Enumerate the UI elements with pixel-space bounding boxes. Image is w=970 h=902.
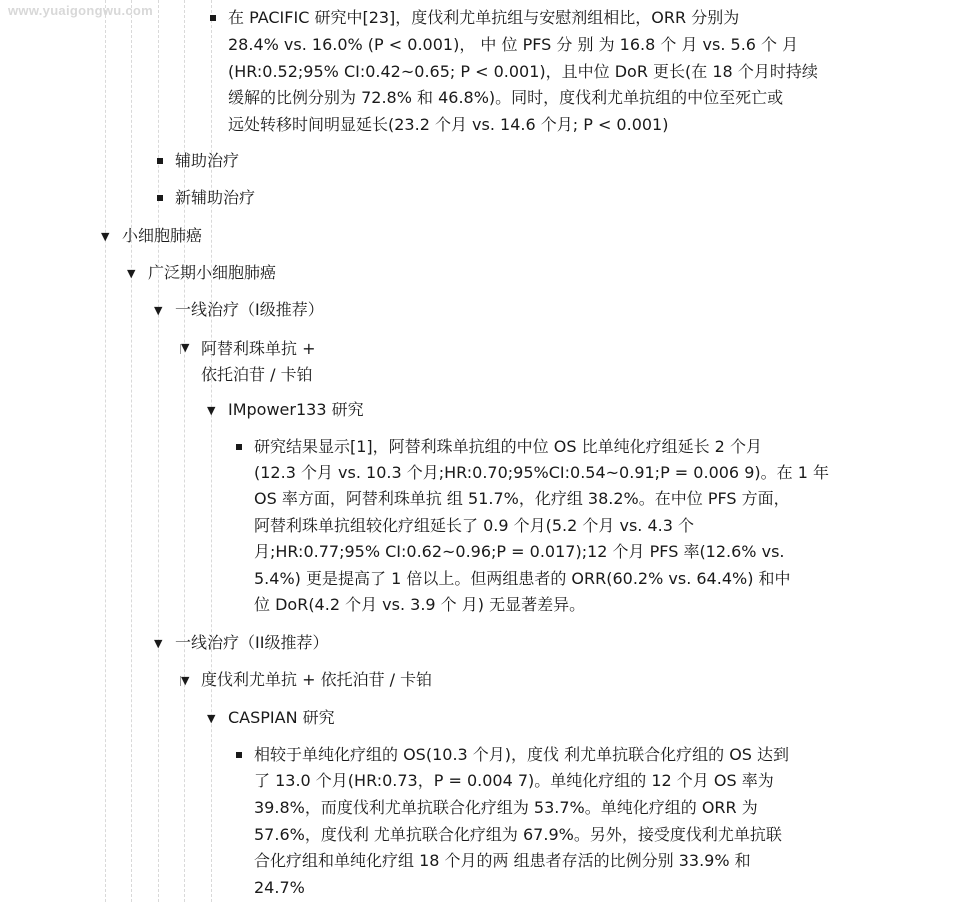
bullet-icon xyxy=(157,158,163,164)
outline-item-neoadjuvant[interactable]: 新辅助治疗 xyxy=(175,188,256,207)
outline-item-sclc[interactable]: 小细胞肺癌 xyxy=(122,226,203,245)
paragraph-line: 阿替利珠单抗组较化疗组延长了 0.9 个月(5.2 个月 vs. 4.3 个 xyxy=(254,516,694,535)
indent-guide xyxy=(158,0,159,902)
outline-item-extensive-sclc[interactable]: 广泛期小细胞肺癌 xyxy=(148,263,277,282)
collapse-triangle-icon[interactable]: ▼ xyxy=(127,267,136,280)
collapse-triangle-icon[interactable]: ▼ xyxy=(181,341,190,354)
paragraph-line: 了 13.0 个月(HR:0.73，P = 0.004 7)。单纯化疗组的 12 个月 OS 率为 xyxy=(254,771,774,790)
paragraph-line: 24.7% xyxy=(254,878,305,897)
paragraph-line: 57.6%，度伐利 尤单抗联合化疗组为 67.9%。另外，接受度伐利尤单抗联 xyxy=(254,825,782,844)
indent-guide xyxy=(184,0,185,902)
collapse-triangle-icon[interactable]: ▼ xyxy=(101,230,110,243)
indent-guide xyxy=(211,0,212,902)
outline-item-atezolizumab-line2[interactable]: 依托泊苷 / 卡铂 xyxy=(201,365,313,384)
outline-item-adjuvant[interactable]: 辅助治疗 xyxy=(175,151,240,170)
collapse-triangle-icon[interactable]: ▼ xyxy=(181,674,190,687)
collapse-triangle-icon[interactable]: ▼ xyxy=(207,404,216,417)
paragraph-line: 28.4% vs. 16.0% (P < 0.001)， 中 位 PFS 分 别 为 16.8 个 月 vs. 5.6 个 月 xyxy=(228,35,799,54)
paragraph-line: 缓解的比例分别为 72.8% 和 46.8%)。同时，度伐利尤单抗组的中位至死亡或 xyxy=(228,88,784,107)
paragraph-line: 39.8%，而度伐利尤单抗联合化疗组为 53.7%。单纯化疗组的 ORR 为 xyxy=(254,798,758,817)
paragraph-line: 月;HR:0.77;95% CI:0.62~0.96;P = 0.017);12 个月 PFS 率(12.6% vs. xyxy=(254,542,785,561)
paragraph-line: 合化疗组和单纯化疗组 18 个月的两 组患者存活的比例分别 33.9% 和 xyxy=(254,851,751,870)
collapse-triangle-icon[interactable]: ▼ xyxy=(154,637,163,650)
outline-item-first-line-grade2[interactable]: 一线治疗（II级推荐） xyxy=(175,633,329,652)
paragraph-line: 研究结果显示[1]，阿替利珠单抗组的中位 OS 比单纯化疗组延长 2 个月 xyxy=(254,437,762,456)
indent-guide xyxy=(105,0,106,902)
watermark: www.yuaigongwu.com xyxy=(8,3,154,18)
outline-item-first-line-grade1[interactable]: 一线治疗（I级推荐） xyxy=(175,300,324,319)
paragraph-line: 位 DoR(4.2 个月 vs. 3.9 个 月) 无显著差异。 xyxy=(254,595,586,614)
outline-item-atezolizumab-line1[interactable]: 阿替利珠单抗 + xyxy=(201,339,316,358)
indent-guide xyxy=(131,0,132,902)
paragraph-line: 相较于单纯化疗组的 OS(10.3 个月)，度伐 利尤单抗联合化疗组的 OS 达到 xyxy=(254,745,790,764)
bullet-icon xyxy=(157,195,163,201)
paragraph-line: (12.3 个月 vs. 10.3 个月;HR:0.70;95%CI:0.54~0.91;P = 0.006 9)。在 1 年 xyxy=(254,463,829,482)
bullet-icon xyxy=(236,752,242,758)
bullet-icon xyxy=(236,444,242,450)
outline-item-impower133[interactable]: IMpower133 研究 xyxy=(228,400,364,419)
paragraph-line: 远处转移时间明显延长(23.2 个月 vs. 14.6 个月; P < 0.001) xyxy=(228,115,669,134)
outline-item-caspian[interactable]: CASPIAN 研究 xyxy=(228,708,335,727)
outline-item-durvalumab-combo[interactable]: 度伐利尤单抗 + 依托泊苷 / 卡铂 xyxy=(201,670,433,689)
paragraph-line: OS 率方面，阿替利珠单抗 组 51.7%，化疗组 38.2%。在中位 PFS 方面， xyxy=(254,489,790,508)
paragraph-line: 在 PACIFIC 研究中[23]，度伐利尤单抗组与安慰剂组相比，ORR 分别为 xyxy=(228,8,740,27)
bullet-icon xyxy=(210,15,216,21)
paragraph-line: (HR:0.52;95% CI:0.42~0.65; P < 0.001)，且中位 DoR 更长(在 18 个月时持续 xyxy=(228,62,818,81)
collapse-triangle-icon[interactable]: ▼ xyxy=(207,712,216,725)
collapse-triangle-icon[interactable]: ▼ xyxy=(154,304,163,317)
paragraph-line: 5.4%) 更是提高了 1 倍以上。但两组患者的 ORR(60.2% vs. 64.4%) 和中 xyxy=(254,569,791,588)
